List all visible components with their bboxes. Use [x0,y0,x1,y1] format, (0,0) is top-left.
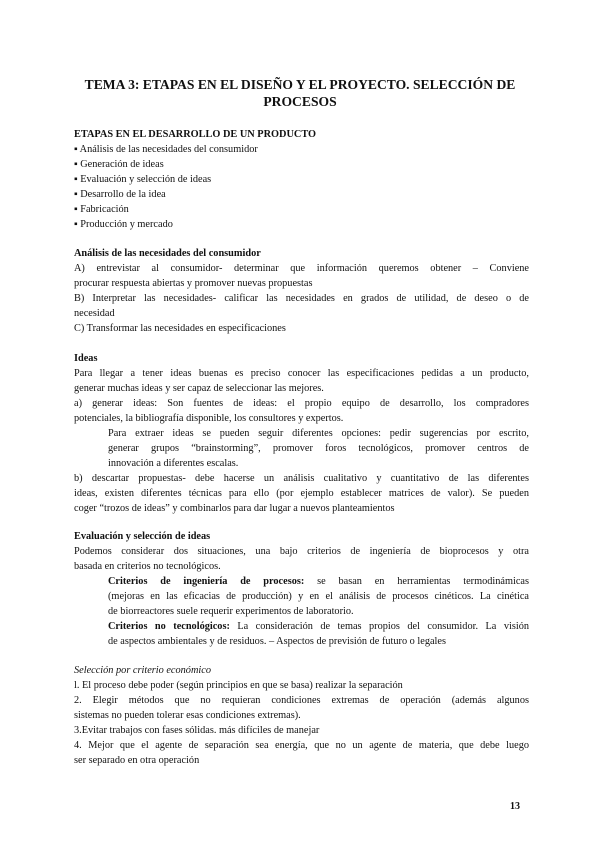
ideas-heading: Ideas [74,353,98,364]
paragraph-line: Criterios de ingeniería de procesos: se basan en herramientas termodinámicas [108,576,529,587]
list-item: ▪ Análisis de las necesidades del consumidor [74,144,258,155]
paragraph-line: (mejoras en las eficacias de producción) y en el análisis de procesos cinéticos. La cinética [108,591,529,602]
paragraph-line: Podemos considerar dos situaciones, una bajo criterios de ingeniería de bioprocesos y otra [74,546,529,557]
paragraph-line: b) descartar propuestas- debe hacerse un análisis cualitativo y cuantitativo de las diferentes [74,473,529,484]
paragraph-line: de biorreactores suele requerir experimentos de laboratorio. [108,606,354,617]
paragraph-line: A) entrevistar al consumidor- determinar que información queremos obtener – Conviene [74,263,529,274]
list-item: ▪ Desarrollo de la idea [74,189,166,200]
paragraph-line: ser separado en otra operación [74,755,200,766]
paragraph-line: 2. Elegir métodos que no requieran condiciones extremas de operación (además algunos [74,695,529,706]
analisis-section [74,246,529,336]
paragraph-line: Para extraer ideas se pueden seguir diferentes opciones: pedir sugerencias por escrito, [108,428,529,439]
paragraph-line: sistemas no pueden tolerar esas condiciones extremas). [74,710,301,721]
seleccion-heading: Selección por criterio económico [74,665,211,676]
list-item: ▪ Fabricación [74,204,129,215]
etapas-section [74,127,529,232]
title-line-2: PROCESOS [263,94,337,109]
paragraph-line: ideas, existen diferentes técnicas para ello (por ejemplo establecer matrices de valor). Se pueden [74,488,529,499]
paragraph-line: generar muchas ideas y ser capaz de seleccionar las mejores. [74,383,324,394]
paragraph-line: Criterios no tecnológicos: La consideración de temas propios del consumidor. La visión [108,621,529,632]
etapas-heading: ETAPAS EN EL DESARROLLO DE UN PRODUCTO [74,129,317,140]
ideas-section [74,351,529,516]
paragraph-line: 3.Evitar trabajos con fases sólidas. más difíciles de manejar [74,725,320,736]
paragraph-line: 4. Mejor que el agente de separación sea energía, que no un agente de materia, que debe luego [74,740,529,751]
criterio-label: Criterios de ingeniería de procesos: [108,576,305,587]
paragraph-line: procurar respuesta abiertas y promover nuevas propuestas [74,278,313,289]
paragraph-line: generar grupos “brainstorming”, promover foros tecnológicos, promover centros de [108,443,529,454]
list-item: ▪ Evaluación y selección de ideas [74,174,212,185]
evaluacion-heading: Evaluación y selección de ideas [74,531,211,542]
paragraph-line: coger “trozos de ideas” y combinarlos para dar lugar a nuevos planteamientos [74,503,395,514]
page-title [60,76,540,110]
paragraph-line: necesidad [74,308,115,319]
evaluacion-section [74,529,529,649]
title-line-1: TEMA 3: ETAPAS EN EL DISEÑO Y EL PROYECTO. SELECCIÓN DE [84,77,516,92]
paragraph-line: l. El proceso debe poder (según principios en que se basa) realizar la separación [74,680,403,691]
list-item: ▪ Generación de ideas [74,159,164,170]
list-item: ▪ Producción y mercado [74,219,173,230]
paragraph-line: innovación a diferentes escalas. [108,458,239,469]
page-number: 13 [510,801,520,812]
criterio-label: Criterios no tecnológicos: [108,621,230,632]
paragraph-line: B) Interpretar las necesidades- calificar las necesidades en grados de utilidad, de deseo o de [74,293,529,304]
analisis-heading: Análisis de las necesidades del consumidor [74,248,261,259]
paragraph-line: a) generar ideas: Son fuentes de ideas: el propio equipo de desarrollo, los compradores [74,398,529,409]
paragraph-line: basada en criterios no tecnológicos. [74,561,221,572]
paragraph-line: potenciales, la bibliografía disponible, los consultores y expertos. [74,413,344,424]
paragraph-line: de aspectos ambientales y de residuos. – Aspectos de previsión de futuro o legales [108,636,446,647]
paragraph-line: C) Transformar las necesidades en especificaciones [74,323,286,334]
paragraph-line: Para llegar a tener ideas buenas es preciso conocer las especificaciones pedidas a un producto, [74,368,529,379]
seleccion-section [74,663,529,768]
